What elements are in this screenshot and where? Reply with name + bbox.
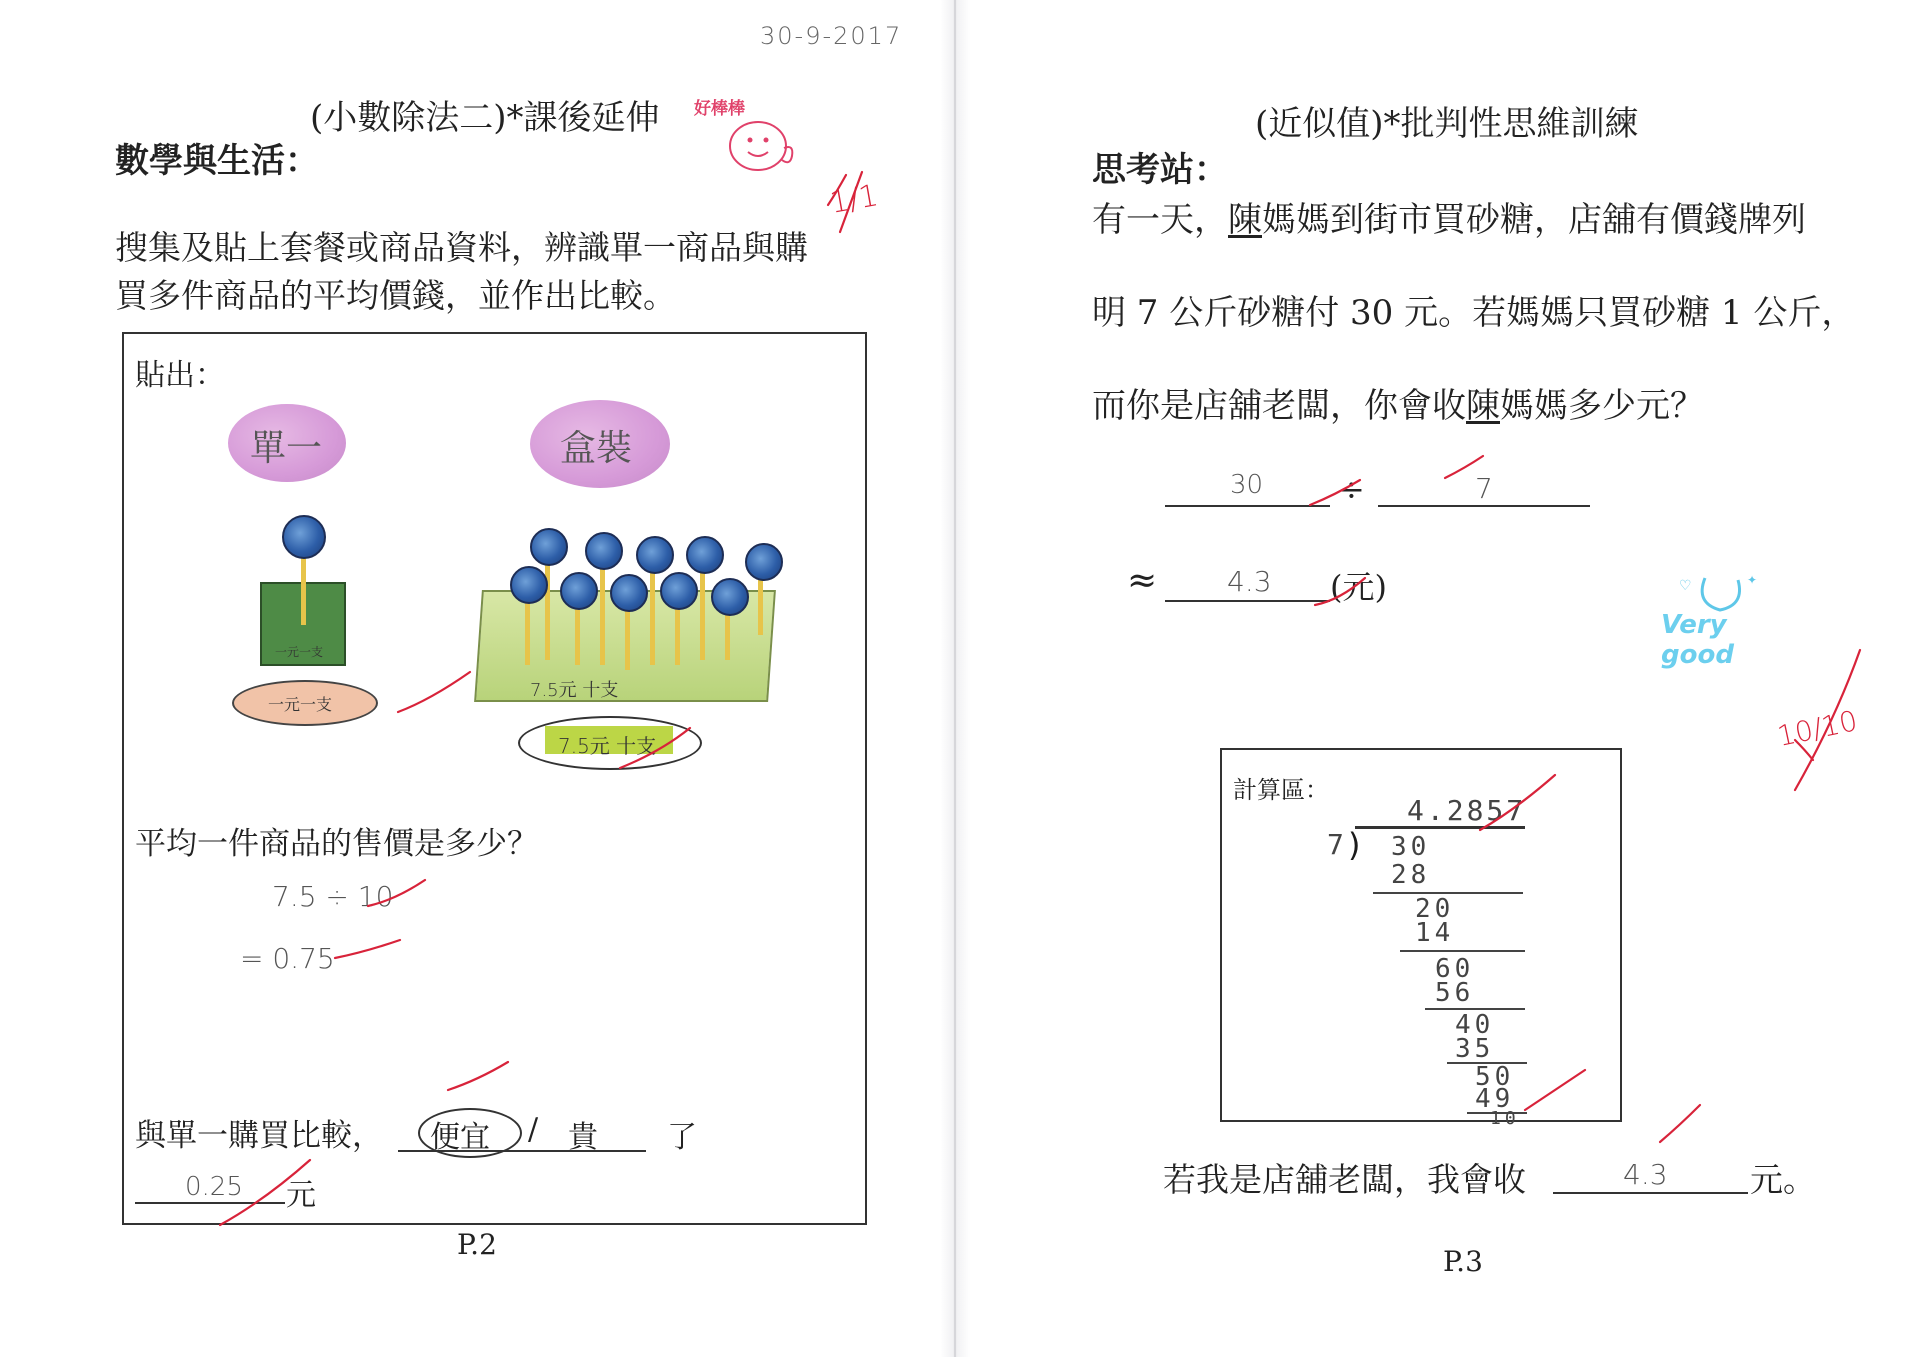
quotient: 4.2857 (1407, 794, 1527, 827)
compare-option-expensive: 貴 (568, 1120, 598, 1155)
name-chan-2: 陳 (1466, 386, 1500, 426)
left-section-heading: 數學與生活： (115, 141, 319, 181)
left-page (0, 0, 955, 1357)
work-line-2: = 0.75 (240, 942, 335, 975)
row-14: 14 (1415, 918, 1455, 948)
very-good-text: Very good (1661, 610, 1734, 670)
right-page: (近似值)*批判性思維訓練 思考站： 有一天，陳媽媽到街市買砂糖，店舖有價錢牌列 明 7 公斤砂糖付 30 元。若媽媽只買砂糖 1 公斤， 而你是店舖老闆，你會收陳媽媽多少元？ 30 ÷ 7 ≈ 4.3 (元) ♡ ✦ Very good 10/10 計算區： 4.2857 7 ) 30 28 20 14 60 56 40 35 50 49 10 若我是店舖老闆，我會收 4.3 元。 P.3 (955, 0, 1919, 1357)
right-page-title: (近似值)*批判性思維訓練 (1255, 104, 1639, 144)
final-answer-amount: 4.3 (1623, 1158, 1668, 1191)
calculation-label: 計算區： (1233, 776, 1329, 804)
dividend-value: 30 (1230, 470, 1264, 500)
divisor-value: 7 (1475, 472, 1493, 505)
work-line-1: 7.5 ÷ 10 (272, 880, 394, 913)
left-page-title: (小數除法二)*課後延伸 (310, 98, 660, 138)
box-tag-small: 7.5元 十支 (530, 680, 619, 701)
answer-amount: 0.25 (185, 1172, 243, 1202)
row-40: 40 (1455, 1010, 1495, 1040)
division-symbol: ÷ (1338, 470, 1365, 508)
problem-line-3: 而你是店舖老闆，你會收陳媽媽多少元？ (1092, 386, 1704, 426)
single-box-tag-small: 一元一支 (275, 645, 324, 659)
box-price-tag-label: 7.5元 十支 (558, 734, 657, 758)
compare-option-cheaper: 便宜 (430, 1120, 490, 1155)
divisor: 7 (1327, 828, 1348, 861)
single-price-tag-label: 一元一支 (268, 695, 333, 714)
left-mark: 1/1 (827, 178, 881, 221)
box-cloud-label: 盒裝 (560, 428, 633, 469)
compare-prefix: 與單一購買比較， (135, 1118, 383, 1154)
instruction-line-2: 買多件商品的平均價錢，並作出比較。 (115, 276, 676, 315)
final-answer-suffix: 元。 (1750, 1160, 1816, 1199)
final-answer-prefix: 若我是店舖老闆，我會收 (1163, 1160, 1526, 1199)
compare-slash: / (528, 1112, 539, 1147)
svg-text:✦: ✦ (1747, 573, 1758, 587)
approx-symbol: ≈ (1127, 560, 1158, 601)
right-mark: 10/10 (1774, 703, 1861, 754)
row-56: 56 (1435, 978, 1475, 1008)
right-red-marks (955, 0, 1919, 1357)
row-30: 30 (1391, 832, 1431, 862)
single-cloud-label: 單一 (250, 428, 323, 469)
stamp-text: 好棒棒 (694, 99, 745, 119)
question-text: 平均一件商品的售價是多少？ (135, 826, 538, 862)
row-20: 20 (1415, 894, 1455, 924)
problem-line-1: 有一天，陳媽媽到街市買砂糖，店舖有價錢牌列 (1092, 200, 1806, 240)
paste-label: 貼出： (135, 358, 225, 393)
instruction-line-1: 搜集及貼上套餐或商品資料，辨識單一商品與購 (115, 228, 808, 267)
result-unit: (元) (1330, 568, 1387, 606)
row-60: 60 (1435, 954, 1475, 984)
result-value: 4.3 (1227, 565, 1272, 598)
left-red-marks (0, 0, 955, 1357)
row-50: 50 (1475, 1062, 1515, 1092)
row-35: 35 (1455, 1034, 1495, 1064)
row-10: 10 (1490, 1108, 1520, 1129)
row-49: 49 (1475, 1084, 1515, 1114)
right-page-number: P.3 (1443, 1245, 1483, 1278)
row-28: 28 (1391, 860, 1431, 890)
date-handwritten: 30-9-2017 (760, 22, 903, 50)
svg-text:♡: ♡ (1679, 578, 1692, 594)
problem-line-2: 明 7 公斤砂糖付 30 元。若媽媽只買砂糖 1 公斤， (1092, 293, 1856, 333)
answer-unit: 元 (286, 1178, 316, 1213)
left-page-number: P.2 (457, 1228, 497, 1261)
name-chan: 陳 (1228, 200, 1262, 240)
right-section-heading: 思考站： (1092, 150, 1228, 190)
compare-suffix: 了 (667, 1120, 697, 1155)
